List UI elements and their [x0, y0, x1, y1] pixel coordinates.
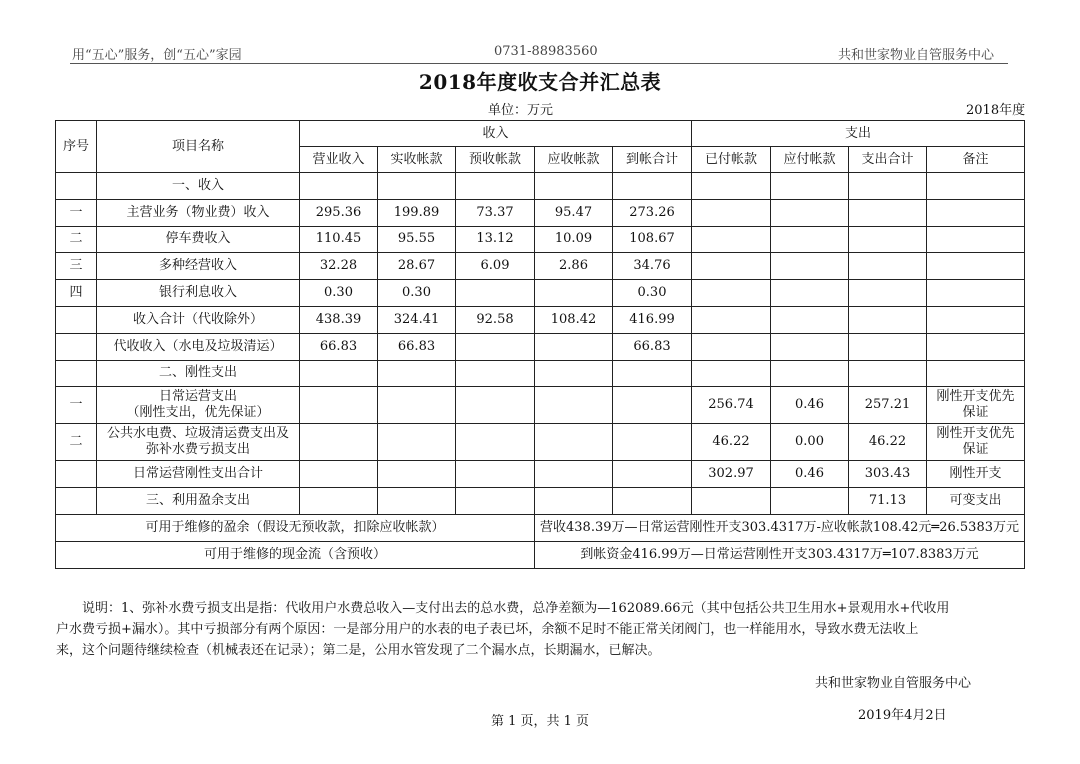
remark-cell: 刚性开支	[927, 461, 1025, 488]
header-phone: 0731-88983560	[494, 44, 598, 59]
expense-cell	[692, 333, 771, 360]
row-seq	[56, 488, 97, 515]
summary-table	[55, 120, 1025, 569]
income-cell	[535, 173, 613, 200]
expense-cell: 0.46	[771, 387, 849, 424]
row-item-name: 一、收入	[97, 173, 300, 200]
income-cell	[613, 488, 692, 515]
col-header-expense: 已付帐款	[692, 147, 771, 173]
income-cell	[613, 360, 692, 387]
income-cell: 199.89	[378, 199, 456, 226]
header-slogan: 用“五心”服务，创“五心”家园	[72, 48, 242, 63]
expense-cell	[849, 253, 927, 280]
expense-cell	[771, 488, 849, 515]
income-cell: 108.42	[535, 306, 613, 333]
col-header-expense: 备注	[927, 147, 1025, 173]
row-seq: 四	[56, 280, 97, 307]
note-line: 来，这个问题待继续检查（机械表还在记录）；第二是，公用水管发现了二个漏水点，长期漏水，已解决。	[56, 643, 661, 658]
income-cell: 10.09	[535, 226, 613, 253]
explanatory-note	[56, 598, 1026, 661]
income-cell: 416.99	[613, 306, 692, 333]
income-cell	[378, 387, 456, 424]
income-cell	[535, 387, 613, 424]
income-cell	[300, 387, 378, 424]
header-divider	[70, 63, 1008, 64]
income-cell: 438.39	[300, 306, 378, 333]
col-header-income: 到帐合计	[613, 147, 692, 173]
expense-cell	[849, 280, 927, 307]
table-row	[56, 199, 1025, 226]
summary-row	[56, 514, 1025, 541]
expense-cell	[692, 360, 771, 387]
remark-cell	[927, 280, 1025, 307]
table-row	[56, 333, 1025, 360]
income-cell	[613, 387, 692, 424]
row-seq	[56, 461, 97, 488]
col-header-expense: 应付帐款	[771, 147, 849, 173]
remark-cell	[927, 173, 1025, 200]
income-cell	[300, 360, 378, 387]
expense-cell	[849, 333, 927, 360]
row-seq: 二	[56, 424, 97, 461]
col-header-income: 预收帐款	[456, 147, 535, 173]
income-cell	[300, 488, 378, 515]
expense-cell	[849, 173, 927, 200]
remark-cell	[927, 199, 1025, 226]
expense-cell	[692, 173, 771, 200]
row-seq: 三	[56, 253, 97, 280]
remark-cell	[927, 333, 1025, 360]
row-item-name-line: （刚性支出，优先保证）	[126, 405, 270, 421]
unit-label: 单位：万元	[488, 103, 554, 118]
remark-cell	[927, 424, 1025, 461]
row-item-name: 多种经营收入	[97, 253, 300, 280]
note-line: 说明：1、弥补水费亏损支出是指：代收用户水费总收入—支付出去的总水费，总净差额为—162089.66元（其中包括公共卫生用水+景观用水+代收用	[82, 601, 950, 616]
expense-cell	[771, 199, 849, 226]
expense-cell	[771, 280, 849, 307]
income-cell: 324.41	[378, 306, 456, 333]
income-cell	[378, 173, 456, 200]
expense-cell	[771, 226, 849, 253]
income-cell: 0.30	[378, 280, 456, 307]
row-seq	[56, 306, 97, 333]
table-row	[56, 253, 1025, 280]
expense-cell: 302.97	[692, 461, 771, 488]
row-item-name: 银行利息收入	[97, 280, 300, 307]
row-item-name: 收入合计（代收除外）	[97, 306, 300, 333]
page-number: 第 1 页，共 1 页	[490, 714, 590, 729]
row-item-name: 停车费收入	[97, 226, 300, 253]
table-row	[56, 280, 1025, 307]
summary-label: 可用于维修的现金流（含预收）	[56, 541, 535, 568]
income-cell	[300, 173, 378, 200]
table-row	[56, 424, 1025, 461]
expense-cell	[771, 360, 849, 387]
expense-cell	[692, 253, 771, 280]
row-seq	[56, 360, 97, 387]
income-cell: 32.28	[300, 253, 378, 280]
income-cell: 0.30	[613, 280, 692, 307]
income-cell	[456, 424, 535, 461]
col-header-income-group: 收入	[300, 121, 692, 147]
expense-cell	[771, 173, 849, 200]
expense-cell	[692, 199, 771, 226]
expense-cell	[771, 333, 849, 360]
expense-cell	[692, 306, 771, 333]
income-cell: 110.45	[300, 226, 378, 253]
row-item-name	[97, 387, 300, 424]
expense-cell	[849, 360, 927, 387]
expense-cell: 0.46	[771, 461, 849, 488]
table-row	[56, 173, 1025, 200]
header-organization: 共和世家物业自管服务中心	[838, 48, 995, 63]
col-header-income: 应收帐款	[535, 147, 613, 173]
expense-cell	[692, 226, 771, 253]
table-row	[56, 387, 1025, 424]
row-item-name	[97, 424, 300, 461]
income-cell	[613, 173, 692, 200]
expense-cell: 46.22	[692, 424, 771, 461]
expense-cell	[849, 226, 927, 253]
income-cell: 0.30	[300, 280, 378, 307]
summary-value: 到帐资金416.99万—日常运营刚性开支303.4317万═107.8383万元	[535, 541, 1025, 568]
income-cell: 108.67	[613, 226, 692, 253]
income-cell	[456, 280, 535, 307]
income-cell	[456, 333, 535, 360]
income-cell	[378, 424, 456, 461]
row-seq: 一	[56, 199, 97, 226]
income-cell	[535, 333, 613, 360]
row-seq	[56, 333, 97, 360]
document-title: 2018年度收支合并汇总表	[418, 70, 662, 94]
expense-cell: 46.22	[849, 424, 927, 461]
expense-cell	[849, 199, 927, 226]
income-cell: 13.12	[456, 226, 535, 253]
income-cell: 95.47	[535, 199, 613, 226]
income-cell: 2.86	[535, 253, 613, 280]
summary-value: 营收438.39万—日常运营刚性开支303.4317万-应收帐款108.42元═26.5383万元	[535, 514, 1025, 541]
remark-cell: 可变支出	[927, 488, 1025, 515]
income-cell: 6.09	[456, 253, 535, 280]
income-cell: 95.55	[378, 226, 456, 253]
row-item-name: 二、刚性支出	[97, 360, 300, 387]
income-cell	[535, 360, 613, 387]
income-cell	[456, 461, 535, 488]
row-seq: 一	[56, 387, 97, 424]
expense-cell: 256.74	[692, 387, 771, 424]
row-item-name-line: 日常运营支出	[158, 389, 237, 405]
income-cell: 92.58	[456, 306, 535, 333]
remark-cell	[927, 387, 1025, 424]
income-cell	[378, 360, 456, 387]
income-cell	[613, 461, 692, 488]
income-cell	[535, 461, 613, 488]
expense-cell	[771, 253, 849, 280]
col-header-income: 营业收入	[300, 147, 378, 173]
income-cell: 295.36	[300, 199, 378, 226]
remark-cell	[927, 306, 1025, 333]
income-cell	[378, 488, 456, 515]
col-header-expense-group: 支出	[692, 121, 1025, 147]
income-cell	[535, 488, 613, 515]
income-cell	[378, 461, 456, 488]
row-item-name: 主营业务（物业费）收入	[97, 199, 300, 226]
remark-cell	[927, 226, 1025, 253]
remark-line: 刚性开支优先	[936, 426, 1015, 442]
table-row	[56, 226, 1025, 253]
income-cell	[535, 424, 613, 461]
income-cell: 66.83	[378, 333, 456, 360]
income-cell: 66.83	[300, 333, 378, 360]
note-line: 户水费亏损+漏水）。其中亏损部分有两个原因：一是部分用户的水表的电子表已坏，余额不足时不能正常关闭阀门，也一样能用水，导致水费无法收上	[56, 622, 919, 637]
year-label: 2018年度	[966, 103, 1026, 118]
col-header-seq: 序号	[56, 121, 97, 173]
income-cell	[535, 280, 613, 307]
row-seq	[56, 173, 97, 200]
header-row-group	[56, 121, 1025, 147]
table-row	[56, 306, 1025, 333]
income-cell: 73.37	[456, 199, 535, 226]
income-cell: 34.76	[613, 253, 692, 280]
remark-line: 刚性开支优先	[936, 389, 1015, 405]
income-cell	[456, 173, 535, 200]
col-header-income: 实收帐款	[378, 147, 456, 173]
col-header-name: 项目名称	[97, 121, 300, 173]
row-item-name: 代收收入（水电及垃圾清运）	[97, 333, 300, 360]
row-item-name: 日常运营刚性支出合计	[97, 461, 300, 488]
row-item-name-line: 公共水电费、垃圾清运费支出及	[106, 426, 289, 442]
row-item-name-line: 弥补水费亏损支出	[145, 442, 250, 458]
signature-date: 2019年4月2日	[858, 708, 947, 723]
expense-cell: 71.13	[849, 488, 927, 515]
income-cell	[456, 360, 535, 387]
table-row	[56, 488, 1025, 515]
income-cell	[613, 424, 692, 461]
income-cell	[456, 488, 535, 515]
remark-line: 保证	[962, 405, 989, 421]
expense-cell: 303.43	[849, 461, 927, 488]
income-cell	[456, 387, 535, 424]
income-cell	[300, 461, 378, 488]
table-row	[56, 360, 1025, 387]
table-row	[56, 461, 1025, 488]
income-cell: 66.83	[613, 333, 692, 360]
col-header-expense: 支出合计	[849, 147, 927, 173]
signature-organization: 共和世家物业自管服务中心	[815, 676, 972, 691]
expense-cell	[692, 488, 771, 515]
remark-line: 保证	[962, 442, 989, 458]
row-seq: 二	[56, 226, 97, 253]
expense-cell	[771, 306, 849, 333]
expense-cell: 0.00	[771, 424, 849, 461]
remark-cell	[927, 253, 1025, 280]
summary-row	[56, 541, 1025, 568]
expense-cell	[849, 306, 927, 333]
summary-label: 可用于维修的盈余（假设无预收款，扣除应收帐款）	[56, 514, 535, 541]
income-cell: 28.67	[378, 253, 456, 280]
expense-cell	[692, 280, 771, 307]
row-item-name: 三、利用盈余支出	[97, 488, 300, 515]
remark-cell	[927, 360, 1025, 387]
income-cell	[300, 424, 378, 461]
income-cell: 273.26	[613, 199, 692, 226]
expense-cell: 257.21	[849, 387, 927, 424]
